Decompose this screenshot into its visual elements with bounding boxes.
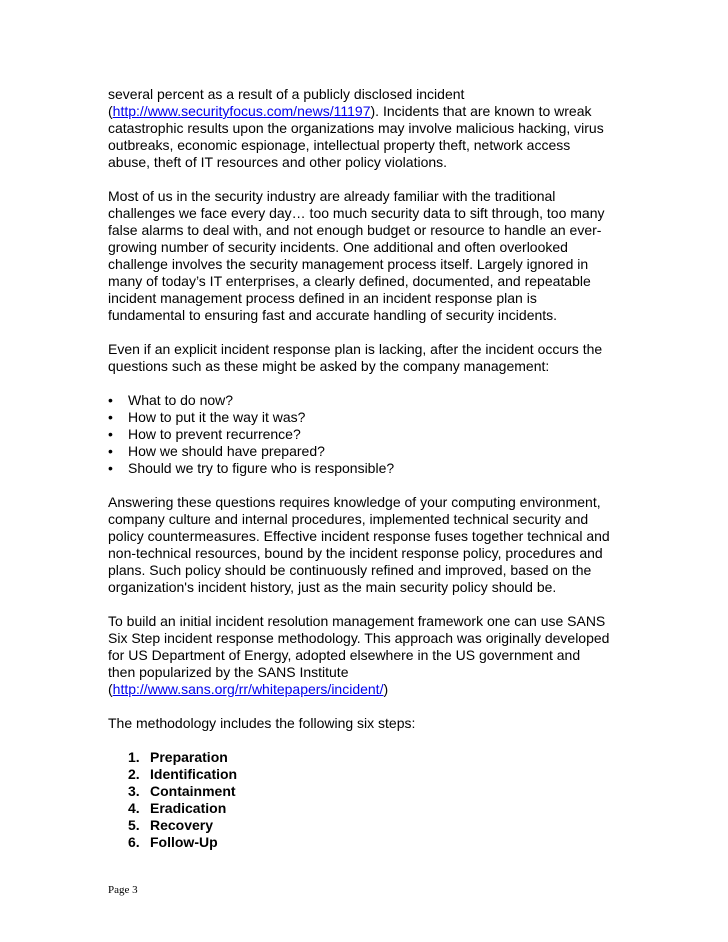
- paragraph-steps-intro: The methodology includes the following six steps:: [108, 715, 416, 731]
- paragraph-sans-framework: [108, 613, 638, 698]
- questions-list: [108, 392, 638, 477]
- list-item: [128, 766, 638, 783]
- paragraph-answering: Answering these questions requires knowledge of your computing environment, company culture and internal procedures, implemented technical security and policy countermeasures. Effective incident response fuses together technical and non-technical resources, bound by the incident response policy, procedures and plans. Such policy should be continuously refined and improved, based on the organization's incident history, just as the main security policy should be.: [108, 494, 610, 595]
- step-label: Containment: [150, 783, 236, 799]
- bullet-icon: •: [108, 460, 113, 476]
- sans-whitepaper-link[interactable]: http://www.sans.org/rr/whitepapers/incident/: [112, 681, 384, 697]
- list-item-text: How to prevent recurrence?: [128, 426, 301, 442]
- paragraph-incident-impact: [108, 86, 638, 171]
- step-label: Identification: [150, 766, 238, 782]
- list-item: [108, 409, 638, 426]
- step-label: Recovery: [150, 817, 214, 833]
- six-steps-list: [108, 749, 638, 851]
- paragraph-text: several percent as a result of a publicly disclosed incident (: [108, 86, 465, 119]
- step-number: 4.: [128, 800, 140, 816]
- list-item: [108, 426, 638, 443]
- step-number: 1.: [128, 749, 140, 765]
- paragraph-text: ). Incidents that are known to wreak catastrophic results upon the organizations may involve malicious hacking, virus outbreaks, economic espionage, intellectual property theft, network access abuse, theft of IT resources and other policy violations.: [108, 103, 604, 170]
- list-item: [108, 392, 638, 409]
- list-item: [128, 817, 638, 834]
- bullet-icon: •: [108, 409, 113, 425]
- paragraph-text: To build an initial incident resolution management framework one can use SANS Six Step incident response methodology. This approach was originally developed for US Department of Energy, adopted elsewhere in the US government and then popularized by the SANS Institute (: [108, 613, 610, 697]
- list-item-text: Should we try to figure who is responsible?: [128, 460, 395, 476]
- document-body: [108, 86, 638, 851]
- step-number: 2.: [128, 766, 140, 782]
- list-item: [128, 749, 638, 766]
- list-item-text: What to do now?: [128, 392, 234, 408]
- securityfocus-link[interactable]: http://www.securityfocus.com/news/11197: [112, 103, 371, 119]
- list-item: [108, 443, 638, 460]
- list-item: [128, 834, 638, 851]
- step-label: Preparation: [150, 749, 228, 765]
- step-number: 6.: [128, 834, 140, 850]
- list-item: [128, 783, 638, 800]
- step-label: Follow-Up: [150, 834, 218, 850]
- bullet-icon: •: [108, 426, 113, 442]
- list-item-text: How we should have prepared?: [128, 443, 325, 459]
- bullet-icon: •: [108, 392, 113, 408]
- paragraph-challenges: Most of us in the security industry are already familiar with the traditional challenges we face every day… too much security data to sift through, too many false alarms to deal with, and not enough budget or resource to handle an ever- growing number of security incidents. One additional and often overlooked challenge involves the security management process itself. Largely ignored in many of today’s IT enterprises, a clearly defined, documented, and repeatable incident management process defined in an incident response plan is fundamental to ensuring fast and accurate handling of security incidents.: [108, 188, 605, 323]
- list-item: [108, 460, 638, 477]
- paragraph-text: ): [383, 681, 389, 697]
- bullet-icon: •: [108, 443, 113, 459]
- paragraph-questions-intro: Even if an explicit incident response plan is lacking, after the incident occurs the questions such as these might be asked by the company management:: [108, 341, 603, 374]
- step-label: Eradication: [150, 800, 227, 816]
- step-number: 5.: [128, 817, 140, 833]
- list-item-text: How to put it the way it was?: [128, 409, 306, 425]
- step-number: 3.: [128, 783, 140, 799]
- list-item: [128, 800, 638, 817]
- page-number: Page 3: [108, 884, 138, 896]
